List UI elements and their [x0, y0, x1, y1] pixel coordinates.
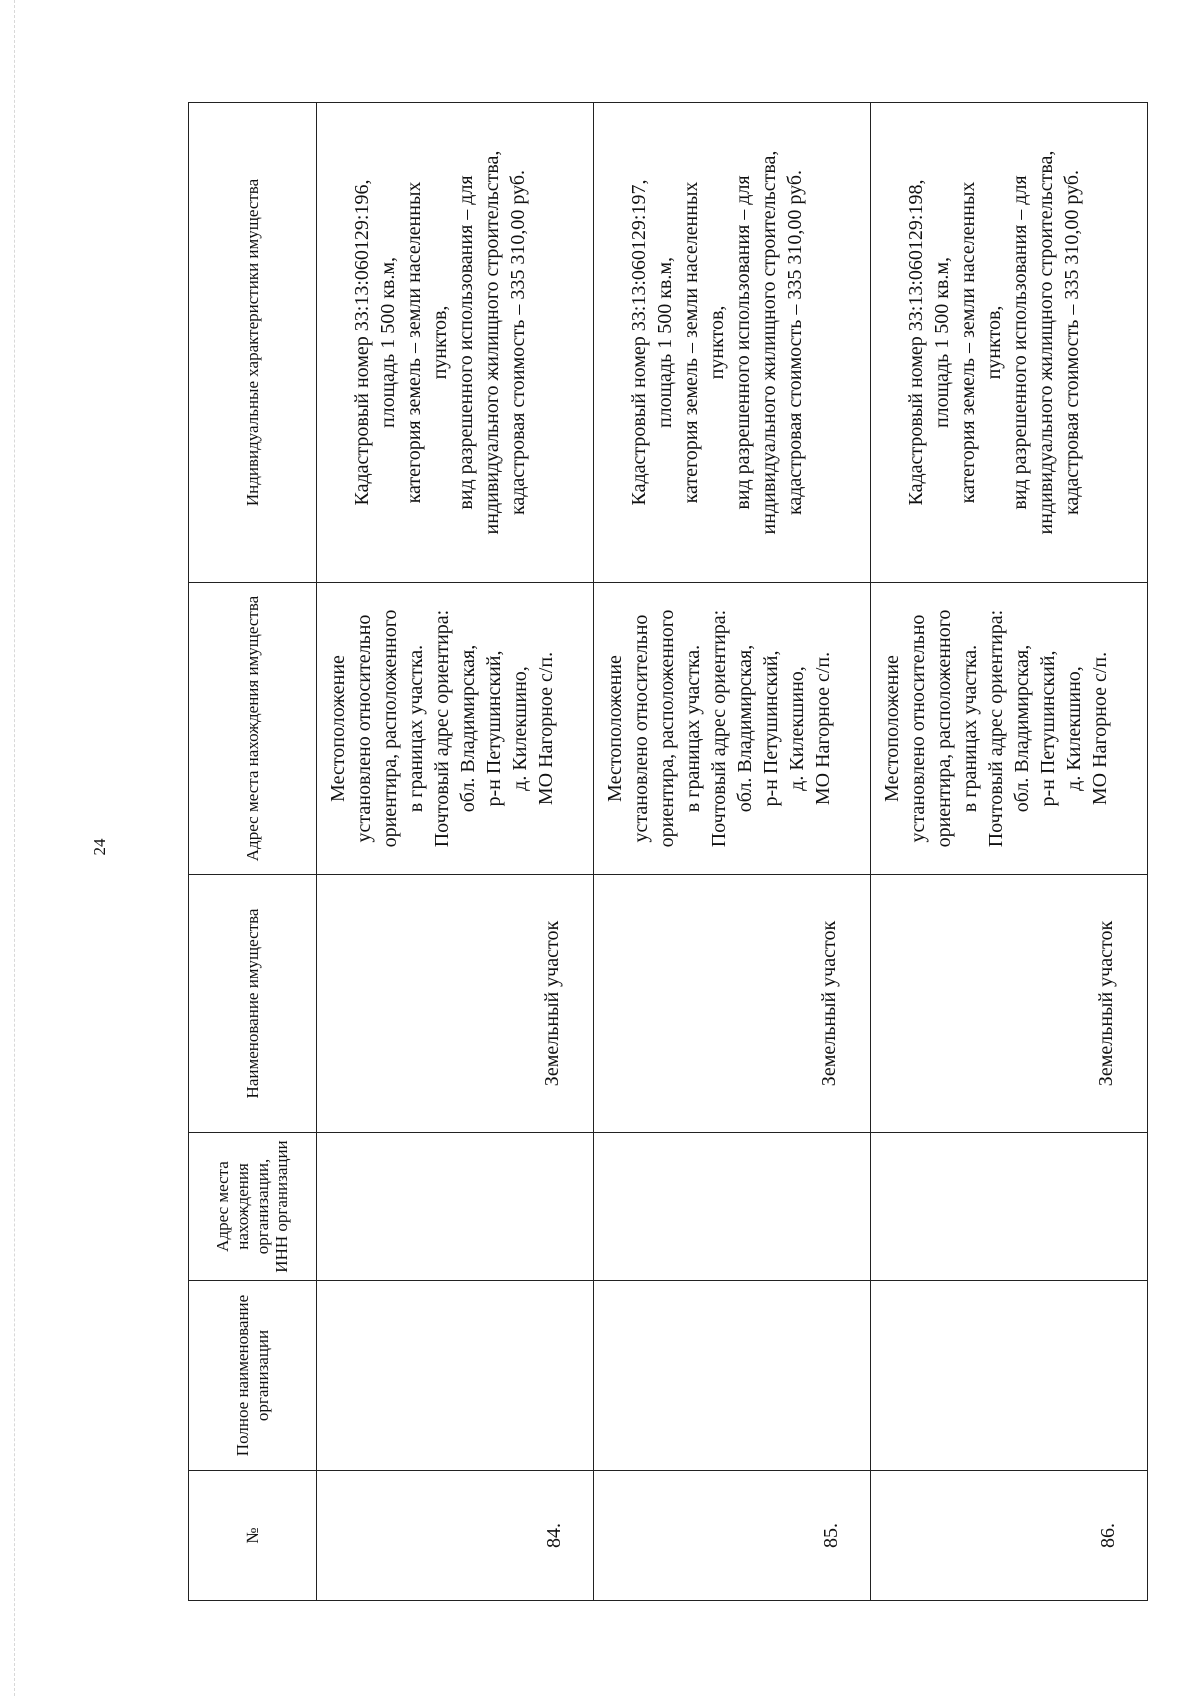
address-line: д. Килекшино,	[1063, 666, 1085, 791]
header-asset-name: Наименование имущества	[189, 875, 317, 1133]
characteristic-line: индивидуального жилищного строительства,	[1035, 150, 1057, 535]
address-line: р-н Петушинский,	[760, 650, 782, 807]
characteristic-line: Кадастровый номер 33:13:060129:198,	[905, 179, 927, 506]
asset-name-cell: Земельный участок	[317, 875, 594, 1133]
characteristic-line: площадь 1 500 кв.м,	[377, 256, 399, 429]
address-line: Почтовый адрес ориентира:	[985, 609, 1007, 848]
scan-edge	[14, 0, 15, 1696]
row-number: 85.	[594, 1471, 871, 1601]
table-row	[871, 103, 1148, 1601]
characteristic-line: кадастровая стоимость – 335 310,00 руб.	[784, 169, 806, 516]
org-address-cell	[317, 1133, 594, 1281]
characteristics-cell	[317, 103, 594, 583]
address-line: установлено относительно	[907, 614, 929, 843]
characteristic-line: площадь 1 500 кв.м,	[654, 256, 676, 429]
characteristic-line: вид разрешенного использования – для	[1009, 175, 1031, 510]
header-num: №	[189, 1471, 317, 1601]
characteristic-line: площадь 1 500 кв.м,	[931, 256, 953, 429]
row-number: 86.	[871, 1471, 1148, 1601]
characteristic-line: вид разрешенного использования – для	[455, 175, 477, 510]
characteristic-line: вид разрешенного использования – для	[732, 175, 754, 510]
characteristic-line: категория земель – земли населенных	[403, 181, 425, 504]
table-header-row	[189, 103, 317, 1601]
address-line: в границах участка.	[405, 644, 427, 813]
org-name-cell	[317, 1281, 594, 1471]
address-line: обл. Владимирская,	[734, 644, 756, 813]
characteristics-cell	[871, 103, 1148, 583]
characteristic-line: индивидуального жилищного строительства,	[481, 150, 503, 535]
address-line: Местоположение	[327, 655, 349, 802]
characteristic-line: кадастровая стоимость – 335 310,00 руб.	[507, 169, 529, 516]
characteristic-line: Кадастровый номер 33:13:060129:196,	[351, 179, 373, 506]
characteristic-line: кадастровая стоимость – 335 310,00 руб.	[1061, 169, 1083, 516]
address-line: Местоположение	[881, 655, 903, 802]
address-line: Местоположение	[604, 655, 626, 802]
org-name-cell	[594, 1281, 871, 1471]
table-row	[317, 103, 594, 1601]
address-line: в границах участка.	[682, 644, 704, 813]
asset-name-cell: Земельный участок	[594, 875, 871, 1133]
address-line: ориентира, расположенного	[933, 609, 955, 848]
address-line: р-н Петушинский,	[1037, 650, 1059, 807]
org-name-cell	[871, 1281, 1148, 1471]
org-address-cell	[871, 1133, 1148, 1281]
address-line: обл. Владимирская,	[1011, 644, 1033, 813]
org-address-cell	[594, 1133, 871, 1281]
asset-address-cell	[317, 583, 594, 875]
asset-address-cell	[871, 583, 1148, 875]
header-asset-address: Адрес места нахождения имущества	[189, 583, 317, 875]
asset-name-cell: Земельный участок	[871, 875, 1148, 1133]
address-line: д. Килекшино,	[509, 666, 531, 791]
characteristic-line: индивидуального жилищного строительства,	[758, 150, 780, 535]
characteristic-line: категория земель – земли населенных	[957, 181, 979, 504]
header-org-address: Адрес места нахождения организации, ИНН организации	[189, 1133, 317, 1281]
address-line: установлено относительно	[353, 614, 375, 843]
address-line: Почтовый адрес ориентира:	[708, 609, 730, 848]
address-line: в границах участка.	[959, 644, 981, 813]
address-line: ориентира, расположенного	[656, 609, 678, 848]
header-characteristics: Индивидуальные характеристики имущества	[189, 103, 317, 583]
property-table	[188, 102, 1148, 1601]
address-line: обл. Владимирская,	[457, 644, 479, 813]
characteristic-line: категория земель – земли населенных	[680, 181, 702, 504]
address-line: МО Нагорное с/п.	[812, 651, 834, 806]
address-line: Почтовый адрес ориентира:	[431, 609, 453, 848]
header-org-name: Полное наименование организации	[189, 1281, 317, 1471]
page-number: 24	[90, 838, 109, 856]
address-line: ориентира, расположенного	[379, 609, 401, 848]
table-row	[594, 103, 871, 1601]
address-line: МО Нагорное с/п.	[535, 651, 557, 806]
characteristic-line: пунктов,	[706, 305, 728, 380]
characteristic-line: пунктов,	[983, 305, 1005, 380]
address-line: д. Килекшино,	[786, 666, 808, 791]
characteristic-line: Кадастровый номер 33:13:060129:197,	[628, 179, 650, 506]
asset-address-cell	[594, 583, 871, 875]
rotated-table-wrapper	[188, 103, 1148, 1601]
address-line: МО Нагорное с/п.	[1089, 651, 1111, 806]
address-line: установлено относительно	[630, 614, 652, 843]
address-line: р-н Петушинский,	[483, 650, 505, 807]
row-number: 84.	[317, 1471, 594, 1601]
characteristic-line: пунктов,	[429, 305, 451, 380]
characteristics-cell	[594, 103, 871, 583]
